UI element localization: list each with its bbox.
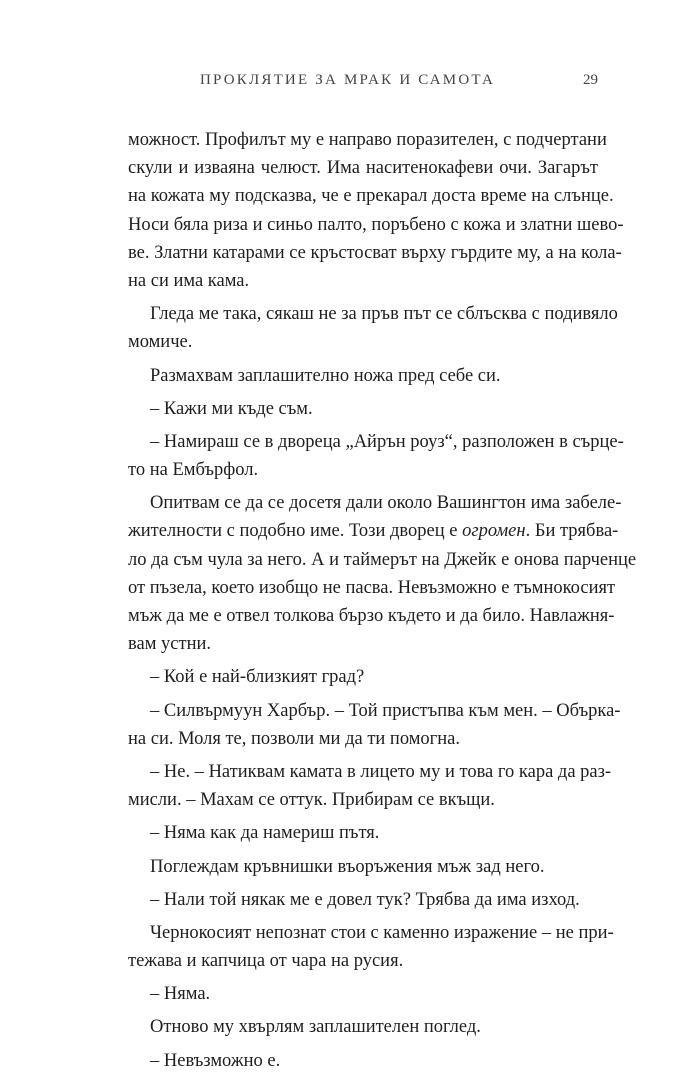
text-line: – Кой е най-близкият град? (150, 667, 365, 688)
text-line: – Намираш се в двореца „Айрън роуз“, разположен в сърце- (150, 431, 624, 452)
text-line: Отново му хвърлям заплашителен поглед. (150, 1017, 481, 1038)
text-line: Носи бяла риза и синьо палто, поръбено с кожа и златни шево- (128, 214, 624, 235)
text-line: ве. Златни катарами се кръстосват върху гърдите му, а на кола- (128, 242, 622, 263)
text-line: можност. Профилът му е направо поразителен, с подчертани (128, 130, 607, 150)
book-title-header: ПРОКЛЯТИЕ ЗА МРАК И САМОТА (200, 72, 496, 88)
text-line: Поглеждам кръвнишки въоръжения мъж зад него. (150, 856, 545, 877)
text-line: – Не. – Натиквам камата в лицето му и това го кара да раз- (150, 761, 612, 782)
text-line: – Нали той някак ме е довел тук? Трябва да има изход. (150, 889, 580, 910)
text-line: Размахвам заплашително ножа пред себе си. (150, 365, 501, 386)
body-text (128, 126, 637, 1075)
text-line: ло да съм чула за него. А и таймерът на Джейк е онова парченце (128, 549, 637, 570)
text-line: – Кажи ми къде съм. (150, 398, 313, 419)
text-line: от пъзела, което изобщо не пасва. Невъзможно е тъмнокосият (128, 577, 616, 598)
text-line-with-emphasis (128, 517, 619, 545)
text-line: тежава и капчица от чара на русия. (128, 951, 404, 972)
text-line: мисли. – Махам се оттук. Прибирам се вкъщи. (128, 790, 495, 811)
text-line: Опитвам се да се досетя дали около Вашингтон има забеле- (150, 493, 622, 514)
text-line: – Силвърмуун Харбър. – Той пристъпва към мен. – Обърка- (150, 700, 621, 721)
emphasized-word: огромен (462, 521, 526, 542)
text-line: на си. Моля те, позволи ми да ти помогна. (128, 728, 461, 749)
text-line: на си има кама. (128, 270, 250, 291)
text-line: – Няма. (150, 984, 211, 1005)
text-line: Гледа ме така, сякаш не за пръв път се сблъсква с подивяло (150, 304, 618, 325)
text-line: скули и изваяна челюст. Има наситенокафеви очи. Загарът (128, 158, 598, 179)
text-line: вам устни. (128, 634, 212, 655)
text-line: на кожата му подсказва, че е прекарал доста време на слънце. (128, 186, 614, 207)
text-line: то на Ембърфол. (128, 460, 259, 481)
page-number: 29 (583, 72, 598, 88)
text-line: – Невъзможно е. (150, 1050, 281, 1071)
text-run: жителности с подобно име. Този дворец е (128, 521, 463, 542)
text-run: . Би трябва- (525, 521, 619, 542)
running-header (128, 72, 598, 94)
text-line: момиче. (128, 332, 193, 353)
text-line: Чернокосият непознат стои с каменно изражение – не при- (150, 922, 614, 943)
text-line: мъж да ме е отвел толкова бързо където и да било. Навлажня- (128, 606, 615, 626)
text-line: – Няма как да намериш пътя. (150, 823, 380, 844)
